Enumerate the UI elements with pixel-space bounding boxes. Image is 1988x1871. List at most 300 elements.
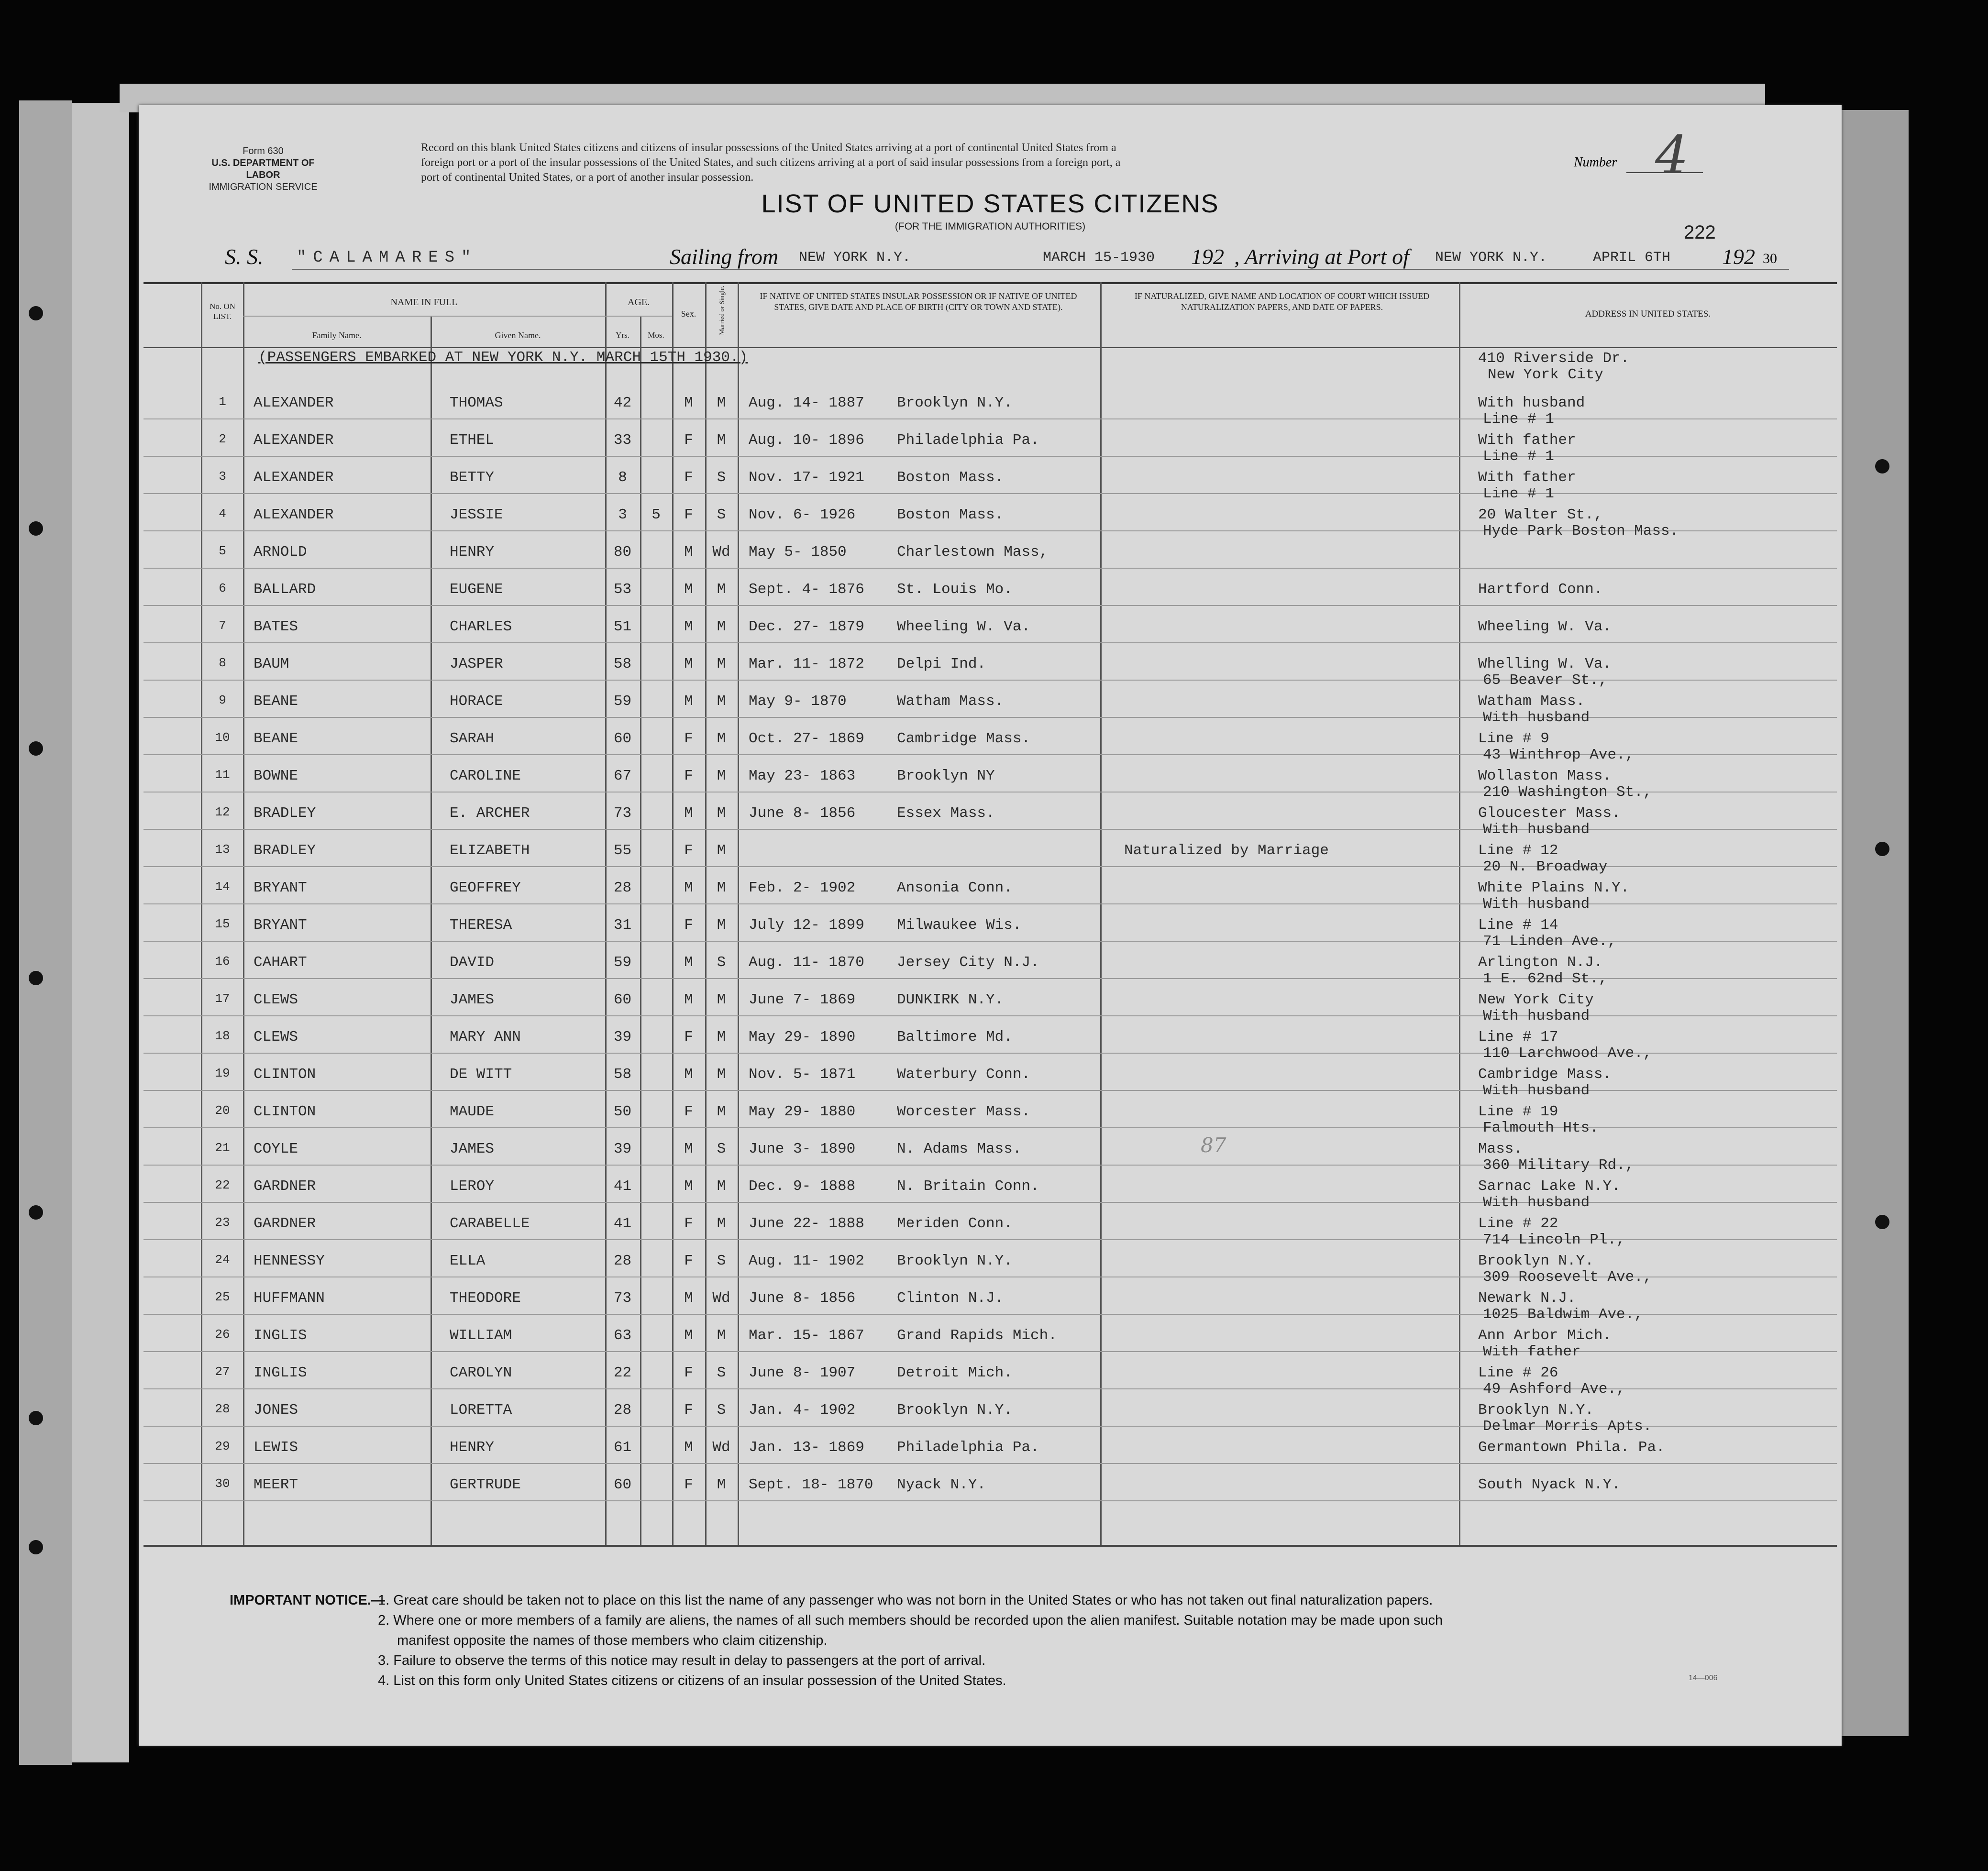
cell-place: Meriden Conn. bbox=[897, 1215, 1013, 1232]
cell-date: Mar. 11- 1872 bbox=[749, 656, 864, 672]
cell-address: 49 Ashford Ave., bbox=[1483, 1381, 1625, 1398]
header-naturalization: IF NATURALIZED, GIVE NAME AND LOCATION OF COURT WHICH ISSUED NATURALIZATION PAPERS, AND DATE OF PAPERS. bbox=[1134, 291, 1430, 312]
cell-given: BETTY bbox=[450, 469, 495, 486]
cell-sex: F bbox=[684, 768, 693, 784]
cell-no: 11 bbox=[215, 768, 230, 782]
cell-address: Newark N.J. bbox=[1478, 1290, 1576, 1307]
cell-yrs: 73 bbox=[613, 805, 632, 822]
cell-yrs: 39 bbox=[613, 1029, 632, 1046]
page-number: 222 bbox=[1684, 222, 1716, 243]
cell-ms: M bbox=[717, 1327, 726, 1344]
embarked-note: (PASSENGERS EMBARKED AT NEW YORK N.Y. MARCH 15TH 1930.) bbox=[258, 349, 748, 366]
cell-no: 28 bbox=[215, 1402, 230, 1416]
back-sheet-strip bbox=[72, 103, 129, 1762]
cell-address: Wheeling W. Va. bbox=[1478, 618, 1612, 635]
cell-place: Cambridge Mass. bbox=[897, 730, 1031, 747]
age-subheader-rule bbox=[605, 316, 672, 317]
notice-item: 4. List on this form only United States citizens or citizens of an insular possession of the United States. bbox=[378, 1673, 1006, 1688]
cell-address: New York City bbox=[1478, 991, 1594, 1008]
cell-yrs: 60 bbox=[613, 1476, 632, 1493]
cell-date: Mar. 15- 1867 bbox=[749, 1327, 864, 1344]
cell-no: 4 bbox=[219, 506, 226, 521]
cell-address: Line # 14 bbox=[1478, 917, 1558, 934]
cell-family: MEERT bbox=[254, 1476, 298, 1493]
cell-place: Brooklyn NY bbox=[897, 768, 995, 784]
cell-address: With husband bbox=[1483, 1082, 1590, 1099]
cell-place: N. Adams Mass. bbox=[897, 1141, 1022, 1157]
cell-address: Cambridge Mass. bbox=[1478, 1066, 1612, 1083]
cell-no: 21 bbox=[215, 1141, 230, 1155]
cell-family: BEANE bbox=[254, 693, 298, 710]
cell-no: 14 bbox=[215, 880, 230, 894]
cell-place: Charlestown Mass, bbox=[897, 544, 1049, 561]
cell-yrs: 28 bbox=[613, 1402, 632, 1419]
cell-date: Nov. 6- 1926 bbox=[749, 506, 856, 523]
cell-address: 71 Linden Ave., bbox=[1483, 933, 1617, 950]
cell-address: 20 Walter St., bbox=[1478, 506, 1603, 523]
cell-ms: M bbox=[717, 842, 726, 859]
row-rule bbox=[144, 1351, 1837, 1352]
cell-address: With husband bbox=[1483, 1194, 1590, 1211]
cell-place: Boston Mass. bbox=[897, 469, 1004, 486]
cell-address: Hyde Park Boston Mass. bbox=[1483, 523, 1679, 539]
cell-ms: M bbox=[717, 693, 726, 710]
cell-place: Philadelphia Pa. bbox=[897, 432, 1039, 449]
cell-address: Germantown Phila. Pa. bbox=[1478, 1439, 1665, 1456]
cell-address: With husband bbox=[1483, 821, 1590, 838]
cell-family: CLINTON bbox=[254, 1103, 316, 1120]
row-rule bbox=[144, 418, 1837, 419]
cell-no: 24 bbox=[215, 1253, 230, 1267]
cell-yrs: 41 bbox=[613, 1178, 632, 1195]
cell-no: 17 bbox=[215, 991, 230, 1006]
cell-date: May 9- 1870 bbox=[749, 693, 847, 710]
cell-given: JASPER bbox=[450, 656, 503, 672]
cell-yrs: 60 bbox=[613, 991, 632, 1008]
cell-yrs: 60 bbox=[613, 730, 632, 747]
cell-address: Wollaston Mass. bbox=[1478, 768, 1612, 784]
cell-address: With father bbox=[1483, 1343, 1581, 1360]
cell-given: DAVID bbox=[450, 954, 495, 971]
cell-sex: F bbox=[684, 469, 693, 486]
cell-given: CHARLES bbox=[450, 618, 512, 635]
column-rule bbox=[431, 316, 432, 1545]
cell-given: SARAH bbox=[450, 730, 495, 747]
cell-place: Delpi Ind. bbox=[897, 656, 986, 672]
row-rule bbox=[144, 1500, 1837, 1501]
cell-date: Jan. 4- 1902 bbox=[749, 1402, 856, 1419]
form-number: Form 630 bbox=[243, 146, 284, 156]
cell-place: Brooklyn N.Y. bbox=[897, 1253, 1013, 1269]
cell-family: GARDNER bbox=[254, 1215, 316, 1232]
cell-yrs: 53 bbox=[613, 581, 632, 598]
cell-address: Line # 22 bbox=[1478, 1215, 1558, 1232]
cell-sex: F bbox=[684, 1253, 693, 1269]
cell-given: ETHEL bbox=[450, 432, 495, 449]
cell-given: JESSIE bbox=[450, 506, 503, 523]
cell-no: 3 bbox=[219, 469, 226, 484]
cell-given: DE WITT bbox=[450, 1066, 512, 1083]
cell-yrs: 61 bbox=[613, 1439, 632, 1456]
cell-yrs: 67 bbox=[613, 768, 632, 784]
cell-date: Aug. 11- 1870 bbox=[749, 954, 864, 971]
cell-date: June 3- 1890 bbox=[749, 1141, 856, 1157]
cell-mos: 5 bbox=[652, 506, 661, 523]
form-id-block bbox=[196, 145, 330, 193]
cell-sex: F bbox=[684, 1476, 693, 1493]
page-subtitle: (FOR THE IMMIGRATION AUTHORITIES) bbox=[895, 221, 1086, 232]
cell-sex: M bbox=[684, 544, 693, 561]
binder-hole bbox=[29, 1205, 43, 1220]
header-mos: Mos. bbox=[648, 330, 664, 340]
cell-address: 1 E. 62nd St., bbox=[1483, 970, 1608, 987]
sailing-label: Sailing from bbox=[670, 244, 779, 269]
cell-date: Jan. 13- 1869 bbox=[749, 1439, 864, 1456]
cell-no: 23 bbox=[215, 1215, 230, 1230]
cell-given: HORACE bbox=[450, 693, 503, 710]
cell-address: Arlington N.J. bbox=[1478, 954, 1603, 971]
record-text-line: port of continental United States, or a port of another insular possession. bbox=[421, 171, 754, 184]
cell-address: Line # 17 bbox=[1478, 1029, 1558, 1046]
cell-place: N. Britain Conn. bbox=[897, 1178, 1039, 1195]
cell-ms: M bbox=[717, 1066, 726, 1083]
cell-given: JAMES bbox=[450, 991, 495, 1008]
cell-address: Line # 19 bbox=[1478, 1103, 1558, 1120]
binder-hole bbox=[29, 1540, 43, 1554]
cell-address: Line # 1 bbox=[1483, 485, 1554, 502]
cell-family: BRADLEY bbox=[254, 842, 316, 859]
cell-given: THOMAS bbox=[450, 395, 503, 411]
cell-yrs: 58 bbox=[613, 1066, 632, 1083]
cell-ms: M bbox=[717, 1029, 726, 1046]
cell-sex: M bbox=[684, 954, 693, 971]
cell-given: THEODORE bbox=[450, 1290, 521, 1307]
cell-date: May 5- 1850 bbox=[749, 544, 847, 561]
cell-place: Worcester Mass. bbox=[897, 1103, 1031, 1120]
row-rule bbox=[144, 456, 1837, 457]
cell-date: July 12- 1899 bbox=[749, 917, 864, 934]
cell-ms: M bbox=[717, 1178, 726, 1195]
ship-line bbox=[225, 244, 1803, 273]
cell-address: White Plains N.Y. bbox=[1478, 880, 1630, 896]
cell-address: With husband bbox=[1478, 395, 1585, 411]
cell-sex: F bbox=[684, 1029, 693, 1046]
cell-place: Watham Mass. bbox=[897, 693, 1004, 710]
cell-no: 7 bbox=[219, 618, 226, 633]
cell-family: ALEXANDER bbox=[254, 469, 334, 486]
cell-place: Boston Mass. bbox=[897, 506, 1004, 523]
cell-family: INGLIS bbox=[254, 1365, 307, 1381]
cell-place: Essex Mass. bbox=[897, 805, 995, 822]
cell-yrs: 55 bbox=[613, 842, 632, 859]
cell-date: Sept. 18- 1870 bbox=[749, 1476, 873, 1493]
arrival-port: NEW YORK N.Y. bbox=[1435, 250, 1547, 266]
cell-address: With husband bbox=[1483, 709, 1590, 726]
cell-sex: F bbox=[684, 917, 693, 934]
cell-date: Nov. 17- 1921 bbox=[749, 469, 864, 486]
cell-family: CLINTON bbox=[254, 1066, 316, 1083]
ss-label: S. S. bbox=[225, 244, 264, 269]
cell-sex: M bbox=[684, 1290, 693, 1307]
cell-address: With husband bbox=[1483, 896, 1590, 913]
cell-family: ALEXANDER bbox=[254, 432, 334, 449]
cell-yrs: 63 bbox=[613, 1327, 632, 1344]
cell-address: 20 N. Broadway bbox=[1483, 858, 1608, 875]
cell-yrs: 73 bbox=[613, 1290, 632, 1307]
cell-given: CAROLYN bbox=[450, 1365, 512, 1381]
cell-ms: M bbox=[717, 768, 726, 784]
cell-no: 15 bbox=[215, 917, 230, 931]
sailing-date: MARCH 15-1930 bbox=[1043, 250, 1155, 266]
binder-hole bbox=[1875, 459, 1889, 473]
record-text-line: foreign port or a port of the insular possessions of the United States, and such citizens arriving at a port of said insular possessions from a foreign port, a bbox=[421, 156, 1121, 169]
cell-date: May 29- 1880 bbox=[749, 1103, 856, 1120]
header-no-on-list: No. ON LIST. bbox=[210, 302, 235, 321]
year-suffix: 30 bbox=[1763, 251, 1777, 266]
cell-no: 8 bbox=[219, 656, 226, 670]
cell-yrs: 22 bbox=[613, 1365, 632, 1381]
header-name-in-full: NAME IN FULL bbox=[390, 297, 458, 308]
cell-ms: S bbox=[717, 1365, 726, 1381]
cell-given: THERESA bbox=[450, 917, 512, 934]
department-name: U.S. DEPARTMENT OF LABOR bbox=[211, 158, 315, 180]
cell-ms: M bbox=[717, 730, 726, 747]
column-rule bbox=[1459, 282, 1460, 1545]
cell-sex: M bbox=[684, 1066, 693, 1083]
cell-given: ELIZABETH bbox=[450, 842, 530, 859]
cell-family: ALEXANDER bbox=[254, 395, 334, 411]
cell-family: GARDNER bbox=[254, 1178, 316, 1195]
cell-place: Baltimore Md. bbox=[897, 1029, 1013, 1046]
cell-yrs: 58 bbox=[613, 656, 632, 672]
cell-yrs: 28 bbox=[613, 880, 632, 896]
cell-address: Line # 9 bbox=[1478, 730, 1549, 747]
cell-place: St. Louis Mo. bbox=[897, 581, 1013, 598]
cell-yrs: 39 bbox=[613, 1141, 632, 1157]
cell-given: HENRY bbox=[450, 1439, 495, 1456]
cell-family: BRYANT bbox=[254, 880, 307, 896]
cell-address: 210 Washington St., bbox=[1483, 784, 1652, 801]
cell-place: Nyack N.Y. bbox=[897, 1476, 986, 1493]
ship-name: "CALAMARES" bbox=[297, 249, 478, 267]
cell-address: Mass. bbox=[1478, 1141, 1523, 1157]
cell-sex: M bbox=[684, 880, 693, 896]
cell-address: Falmouth Hts. bbox=[1483, 1120, 1599, 1136]
cell-ms: M bbox=[717, 991, 726, 1008]
cell-date: Dec. 27- 1879 bbox=[749, 618, 864, 635]
cell-place: Ansonia Conn. bbox=[897, 880, 1013, 896]
cell-ms: M bbox=[717, 432, 726, 449]
sailing-port: NEW YORK N.Y. bbox=[799, 250, 911, 266]
header-sex: Sex. bbox=[681, 309, 696, 319]
cell-sex: M bbox=[684, 395, 693, 411]
cell-no: 22 bbox=[215, 1178, 230, 1192]
header-given-name: Given Name. bbox=[495, 330, 541, 340]
cell-no: 27 bbox=[215, 1365, 230, 1379]
cell-place: Milwaukee Wis. bbox=[897, 917, 1022, 934]
cell-no: 12 bbox=[215, 805, 230, 819]
cell-sex: M bbox=[684, 991, 693, 1008]
cell-date: Sept. 4- 1876 bbox=[749, 581, 864, 598]
cell-address: 714 Lincoln Pl., bbox=[1483, 1232, 1625, 1248]
ship-line-underline bbox=[292, 269, 1789, 270]
cell-no: 26 bbox=[215, 1327, 230, 1342]
cell-ms: M bbox=[717, 805, 726, 822]
back-sheet-left bbox=[19, 100, 72, 1765]
cell-address: Line # 1 bbox=[1483, 411, 1554, 428]
manifest-table bbox=[144, 282, 1837, 1631]
cell-place: DUNKIRK N.Y. bbox=[897, 991, 1004, 1008]
cell-given: GERTRUDE bbox=[450, 1476, 521, 1493]
first-address-line: New York City bbox=[1488, 366, 1603, 383]
row-rule bbox=[144, 605, 1837, 606]
cell-address: Watham Mass. bbox=[1478, 693, 1585, 710]
cell-place: Wheeling W. Va. bbox=[897, 618, 1031, 635]
cell-yrs: 59 bbox=[613, 954, 632, 971]
cell-ms: S bbox=[717, 954, 726, 971]
cell-family: COYLE bbox=[254, 1141, 298, 1157]
cell-ms: M bbox=[717, 618, 726, 635]
cell-sex: F bbox=[684, 506, 693, 523]
header-age: AGE. bbox=[627, 297, 650, 308]
cell-yrs: 50 bbox=[613, 1103, 632, 1120]
cell-sex: M bbox=[684, 1327, 693, 1344]
cell-yrs: 31 bbox=[613, 917, 632, 934]
table-bottom-rule bbox=[144, 1545, 1837, 1547]
cell-sex: M bbox=[684, 1178, 693, 1195]
cell-ms: M bbox=[717, 917, 726, 934]
notice-item: 2. Where one or more members of a family are aliens, the names of all such members should be recorded upon the alien manifest. Suitable notation may be made upon such bbox=[378, 1613, 1443, 1628]
cell-given: ELLA bbox=[450, 1253, 486, 1269]
cell-given: HENRY bbox=[450, 544, 495, 561]
cell-ms: M bbox=[717, 1476, 726, 1493]
year-prefix: 192 bbox=[1191, 244, 1224, 269]
column-rule bbox=[243, 282, 244, 1545]
cell-no: 29 bbox=[215, 1439, 230, 1453]
cell-family: ARNOLD bbox=[254, 544, 307, 561]
cell-address: Sarnac Lake N.Y. bbox=[1478, 1178, 1621, 1195]
cell-address: 110 Larchwood Ave., bbox=[1483, 1045, 1652, 1062]
cell-date: May 29- 1890 bbox=[749, 1029, 856, 1046]
cell-family: HENNESSY bbox=[254, 1253, 325, 1269]
cell-address: Line # 1 bbox=[1483, 448, 1554, 465]
cell-no: 18 bbox=[215, 1029, 230, 1043]
cell-yrs: 41 bbox=[613, 1215, 632, 1232]
cell-no: 20 bbox=[215, 1103, 230, 1118]
form-code: 14—006 bbox=[1689, 1674, 1718, 1682]
arriving-label: , Arriving at Port of bbox=[1234, 244, 1409, 269]
notice-item: manifest opposite the names of those members who claim citizenship. bbox=[397, 1633, 828, 1648]
cell-ms: Wd bbox=[712, 544, 730, 561]
cell-family: JONES bbox=[254, 1402, 298, 1419]
cell-address: 309 Roosevelt Ave., bbox=[1483, 1269, 1652, 1286]
cell-no: 9 bbox=[219, 693, 226, 707]
cell-address: Gloucester Mass. bbox=[1478, 805, 1621, 822]
cell-place: Jersey City N.J. bbox=[897, 954, 1039, 971]
cell-family: BAUM bbox=[254, 656, 289, 672]
cell-ms: Wd bbox=[712, 1439, 730, 1456]
cell-date: Aug. 11- 1902 bbox=[749, 1253, 864, 1269]
cell-no: 19 bbox=[215, 1066, 230, 1080]
cell-sex: M bbox=[684, 805, 693, 822]
name-subheader-rule bbox=[243, 316, 605, 317]
cell-ms: M bbox=[717, 656, 726, 672]
cell-family: BALLARD bbox=[254, 581, 316, 598]
cell-nat: Naturalized by Marriage bbox=[1124, 842, 1329, 859]
column-rule bbox=[1100, 282, 1102, 1545]
cell-given: MAUDE bbox=[450, 1103, 495, 1120]
cell-family: ALEXANDER bbox=[254, 506, 334, 523]
binder-hole bbox=[1875, 1215, 1889, 1229]
cell-family: CLEWS bbox=[254, 991, 298, 1008]
pencil-mark-87: 87 bbox=[1201, 1134, 1226, 1157]
cell-family: BOWNE bbox=[254, 768, 298, 784]
cell-sex: F bbox=[684, 730, 693, 747]
cell-address: Hartford Conn. bbox=[1478, 581, 1603, 598]
cell-sex: F bbox=[684, 1215, 693, 1232]
header-bottom-rule bbox=[144, 347, 1837, 348]
cell-place: Detroit Mich. bbox=[897, 1365, 1013, 1381]
cell-ms: M bbox=[717, 1215, 726, 1232]
record-instructions bbox=[421, 141, 1646, 186]
manifest-sheet bbox=[139, 105, 1842, 1746]
cell-sex: F bbox=[684, 842, 693, 859]
cell-no: 10 bbox=[215, 730, 230, 745]
cell-sex: F bbox=[684, 432, 693, 449]
column-rule bbox=[738, 282, 739, 1545]
arrival-date: APRIL 6TH bbox=[1593, 250, 1671, 266]
cell-sex: F bbox=[684, 1103, 693, 1120]
cell-sex: M bbox=[684, 581, 693, 598]
cell-given: JAMES bbox=[450, 1141, 495, 1157]
cell-given: LEROY bbox=[450, 1178, 495, 1195]
row-rule bbox=[144, 1463, 1837, 1464]
cell-given: MARY ANN bbox=[450, 1029, 521, 1046]
cell-sex: M bbox=[684, 693, 693, 710]
cell-family: BRADLEY bbox=[254, 805, 316, 822]
cell-no: 13 bbox=[215, 842, 230, 857]
cell-date: June 7- 1869 bbox=[749, 991, 856, 1008]
service-name: IMMIGRATION SERVICE bbox=[209, 182, 318, 192]
cell-family: CAHART bbox=[254, 954, 307, 971]
notice-item: 3. Failure to observe the terms of this notice may result in delay to passengers at the port of arrival. bbox=[378, 1653, 986, 1668]
cell-ms: S bbox=[717, 506, 726, 523]
cell-address: Brooklyn N.Y. bbox=[1478, 1253, 1594, 1269]
cell-sex: M bbox=[684, 618, 693, 635]
notice-item: 1. Great care should be taken not to place on this list the name of any passenger who was not born in the United States or who has not taken out final naturalization papers. bbox=[378, 1593, 1433, 1608]
cell-given: CAROLINE bbox=[450, 768, 521, 784]
cell-yrs: 59 bbox=[613, 693, 632, 710]
number-value: 4 bbox=[1655, 124, 1689, 186]
cell-address: South Nyack N.Y. bbox=[1478, 1476, 1621, 1493]
cell-sex: M bbox=[684, 1141, 693, 1157]
row-rule bbox=[144, 568, 1837, 569]
cell-address: Delmar Morris Apts. bbox=[1483, 1418, 1652, 1435]
cell-no: 16 bbox=[215, 954, 230, 969]
cell-date: Aug. 14- 1887 bbox=[749, 395, 864, 411]
header-married-single: Married or Single. bbox=[718, 286, 726, 335]
year-prefix: 192 bbox=[1722, 244, 1755, 269]
cell-given: EUGENE bbox=[450, 581, 503, 598]
cell-date: June 8- 1856 bbox=[749, 1290, 856, 1307]
first-address-line: 410 Riverside Dr. bbox=[1478, 350, 1630, 367]
cell-sex: M bbox=[684, 1439, 693, 1456]
back-sheet-right bbox=[1842, 110, 1909, 1736]
header-address: ADDRESS IN UNITED STATES. bbox=[1585, 309, 1711, 319]
cell-date: Dec. 9- 1888 bbox=[749, 1178, 856, 1195]
cell-family: BEANE bbox=[254, 730, 298, 747]
cell-address: With husband bbox=[1483, 1008, 1590, 1024]
